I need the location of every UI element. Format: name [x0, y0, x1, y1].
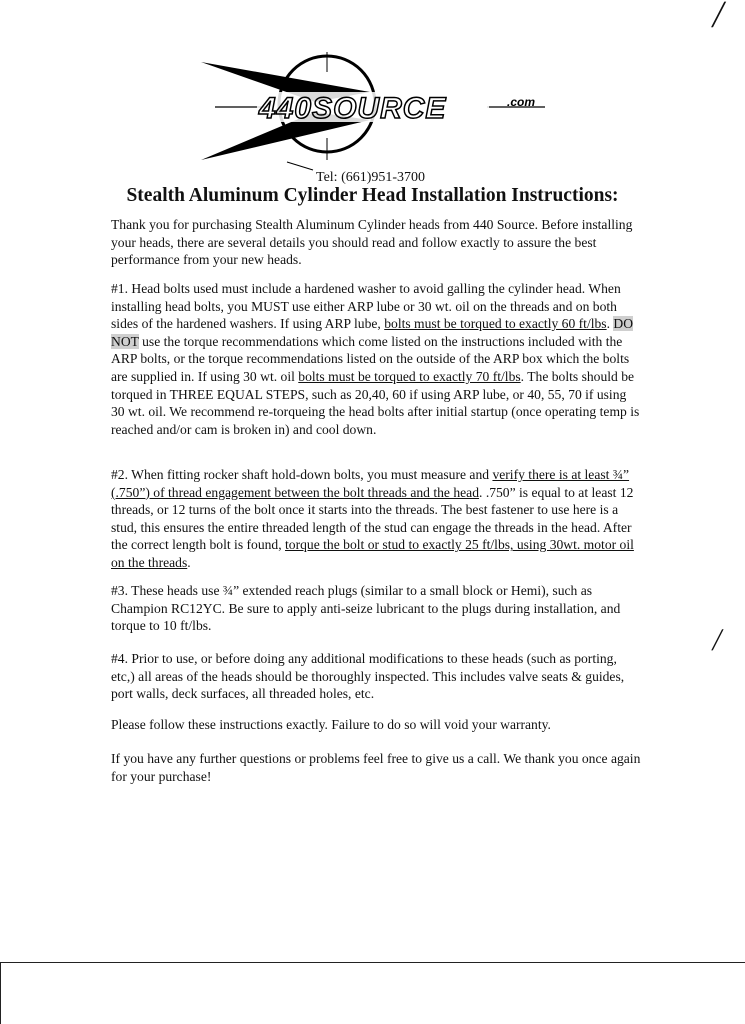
logo-domain: .com — [507, 95, 536, 109]
scan-edge-left — [0, 962, 1, 1024]
torque-spec-arp: bolts must be torqued to exactly 60 ft/lbs — [384, 316, 607, 332]
do-not-highlight: DO NOT — [111, 316, 634, 349]
instruction-2: #2. When fitting rocker shaft hold-down bolts, you must measure and verify there is at least ¾” (.750”) of thread engagement between the bolt threads and the head. .750” is equal to at least 12 threads, or 12 turns of the bolt once it starts into the threads. The best fastener to use here is a stud, this ensures the entire threaded length of the stud can engage the threads in the head. After the correct length bolt is found, torque the bolt or stud to exactly 25 ft/lbs, using 30wt. motor oil on the threads. — [111, 467, 634, 570]
page-mark: ╱ — [712, 2, 726, 27]
intro-paragraph: Thank you for purchasing Stealth Aluminum Cylinder heads from 440 Source. Before installing your heads, there are several details you should read and follow exactly to assure the best performance from your new heads. — [111, 217, 633, 268]
instruction-1: #1. Head bolts used must include a hardened washer to avoid galling the cylinder head. When installing head bolts, you MUST use either ARP lube or 30 wt. oil on the threads and on both sides of the hardened washers. If using ARP lube, bolts must be torqued to exactly 60 ft/lbs. DO NOT use the torque recommendations which come listed on the instructions included with the ARP bolts, or the torque recommendations listed on the outside of the ARP box which the bolts are supplied in. If using 30 wt. oil bolts must be torqued to exactly 70 ft/lbs. The bolts should be torqued in THREE EQUAL STEPS, such as 20,40, 60 if using ARP lube, or 40, 55, 70 if using 30 wt. oil. We recommend re-torqueing the head bolts after initial startup (once operating temp is reached and/or cam is broken in) and cool down. — [111, 281, 640, 437]
phone-number: Tel: (661)951-3700 — [316, 170, 426, 185]
instruction-4: #4. Prior to use, or before doing any additional modifications to these heads (such as porting, etc,) all areas of the heads should be thoroughly inspected. This includes valve seats & guides, port walls, deck surfaces, all threaded holes, etc. — [111, 651, 625, 702]
instruction-3: #3. These heads use ¾” extended reach plugs (similar to a small block or Hemi), such as Champion RC12YC. Be sure to apply anti-seize lubricant to the plugs during installation, and torque to 10 ft/lbs. — [111, 583, 621, 634]
logo-text: 440SOURCE — [259, 92, 447, 125]
margin-mark: ╱ — [712, 630, 723, 650]
scan-edge-line — [0, 962, 745, 963]
warranty-notice: Please follow these instructions exactly. Failure to do so will void your warranty. — [111, 717, 551, 732]
page-title: Stealth Aluminum Cylinder Head Installation Instructions: — [126, 185, 619, 206]
logo-tail-mark — [287, 162, 313, 170]
torque-spec-oil: bolts must be torqued to exactly 70 ft/lbs — [298, 368, 521, 384]
rocker-torque-spec: torque the bolt or stud to exactly 25 ft/lbs, using 30wt. motor oil on the threads — [111, 537, 634, 570]
thread-engagement-spec: verify there is at least ¾” (.750”) of thread engagement between the bolt threads and the head — [111, 467, 630, 500]
company-logo — [195, 52, 555, 172]
closing-paragraph: If you have any further questions or problems feel free to give us a call. We thank you once again for your purchase! — [111, 751, 641, 784]
